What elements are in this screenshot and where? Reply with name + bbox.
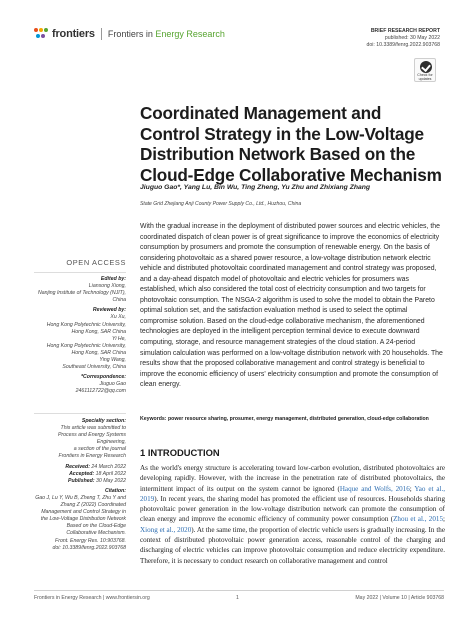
article-type: BRIEF RESEARCH REPORT [370,28,440,34]
journal-accent: Energy Research [155,29,225,39]
published-date-sidebar [34,478,126,485]
citation-line: Based on the Cloud-Edge [66,523,126,530]
published-date: published: 30 May 2022 [384,35,440,42]
citation-link[interactable]: Haque and Wolfs, 2016 [339,484,410,493]
correspondence-email[interactable]: 2461112722@qq.com [75,388,126,395]
reviewer-line: Hong Kong Polytechnic University, [46,321,126,328]
specialty-line: Process and Energy Systems [57,432,126,439]
citation-line: Collaborative Mechanism. [66,530,126,537]
frontiers-logo[interactable] [34,28,225,40]
journal-prefix: Frontiers in [107,29,153,39]
open-access-label: OPEN ACCESS [66,258,126,267]
author-affiliation: State Grid Zhejiang Anji County Power Supply Co., Ltd., Huzhou, China [140,201,302,207]
citation-separator: ; [443,515,445,524]
specialty-line: Engineering, [96,439,126,446]
intro-text-1: As the world's energy structure is accelerating toward low-carbon evolution, distributed photovoltaics are developing rapidly. However, with the increase in the penetration rate of distributed photovoltaics, the intermittent impact of its output on the system cannot be ignored ( [140,464,445,493]
footer-journal-link[interactable]: Frontiers in Energy Research | www.frontiersin.org [34,595,150,601]
citation-link[interactable]: Yao et al., 2019 [140,484,445,503]
correspondence-name: Jiuguo Gao [99,381,126,388]
section-heading-introduction: 1 INTRODUCTION [140,447,220,458]
edited-by-label: Edited by: [100,276,126,282]
publication-info-sidebar [34,418,126,555]
received-value: 24 March 2022 [91,463,126,470]
specialty-line: Frontiers in Energy Research [58,453,126,460]
editor-name: Liansong Xiong, [88,283,126,290]
accepted-date [34,471,126,478]
specialty-section-label: Specialty section: [81,418,126,424]
keywords-label: Keywords: [140,416,167,422]
author-list[interactable]: Jiuguo Gao*, Yang Lu, Bin Wu, Ting Zheng, Yu Zhu and Zhixiang Zhang [140,184,371,191]
reviewer-line: Hong Kong, SAR China [71,349,126,356]
correspondence-label: *Correspondence: [81,374,126,381]
abstract: With the gradual increase in the deployment of distributed power sources and electric vehicles, the coordinated dispatch of clean power is of great significance to improve the economics of electricity consumption by prosumers and promote the consumption of renewable energy. On the basis of considering photovoltaic as a shared power resource, a low-voltage distribution network electric vehicle and distributed photovoltaic coordinated management and control strategy was proposed, and a day-ahead dispatch model of photovoltaic and electric vehicles for prosumers was established, which also considered the total cost of electricity consumption and two targets for photovoltaic consumption. The NSGA-2 algorithm is used to solve the model to obtain the Pareto optimal solution set, and the satisfaction evaluation method is used to select the optimal compromise solution. Based on the cloud-edge collaborative mechanism, the aforementioned technologies are deployed in the intelligent perception terminal device to execute downward computing, storage, and resource management strategies of the cloud station. A 24-period simulation calculation was performed on a low-voltage distribution network with 20 households. The results show that the proposed collaborative management and control strategy is beneficial to improve the economic efficiency of users' electricity consumption and promote the consumption of clean energy. [140,223,443,389]
editor-affiliation: Nanjing Institute of Technology (NJIT), [37,290,126,297]
edited-by-block [34,276,126,304]
keywords-list: power resource sharing, prosumer, energy management, distributed generation, cloud-edge collaboration [167,416,429,422]
specialty-line: a section of the journal [73,446,126,453]
page-header [0,0,474,80]
editor-country: China [112,297,126,304]
intro-text-2: ). In recent years, the sharing model has promoted the efficient use of resources. Households sharing photovoltaic power generation in the low-voltage distribution network can promote the consumption of clean energy and improve the economic efficiency of community power consumption ( [140,494,445,524]
citation-label: Citation: [104,487,126,494]
publisher-name: frontiers [52,28,95,40]
reviewed-by-block [34,307,126,371]
page-number: 1 [236,595,239,601]
reviewer-line: Yi He, [111,335,126,342]
citation-link[interactable]: Xiong et al., 2020 [140,525,192,534]
frontiers-logo-icon [34,28,49,40]
article-title: Coordinated Management and Control Strategy in the Low-Voltage Distribution Network Based on the Cloud-Edge Collaborative Mechanism [140,103,442,185]
check-for-updates-button[interactable] [414,58,436,82]
footer-divider [34,590,444,591]
check-for-updates-label: Check for updates [417,73,433,81]
sidebar-divider [34,413,126,414]
citation-separator: ; [409,484,415,493]
reviewer-line: Hong Kong, SAR China [71,328,126,335]
citation-line: the Low-Voltage Distribution Network [40,516,126,523]
journal-name[interactable] [108,29,225,39]
logo-divider [101,28,102,40]
article-info-sidebar [34,276,126,399]
citation-line: Management and Control Strategy in [41,509,126,516]
keywords [140,416,445,423]
reviewed-by-label: Reviewed by: [92,307,126,314]
dates-block [34,464,126,485]
checkmark-icon [420,61,432,73]
accepted-value: 18 April 2022 [95,470,126,477]
reviewer-line: Southeast University, China [62,364,126,371]
received-label: Received: [65,463,90,470]
correspondence-block [34,374,126,395]
citation-line: Gao J, Lu Y, Wu B, Zheng T, Zhu Y and [35,494,126,501]
citation-line: Front. Energy Res. 10:903768. [55,537,126,544]
article-meta [366,28,440,50]
introduction-paragraph [140,463,445,566]
citation-doi[interactable]: doi: 10.3389/fenrg.2022.903768 [52,544,126,551]
reviewer-line: Xu Xu, [110,314,126,321]
intro-text-3: ). At the same time, the proportion of electric vehicle users is gradually increasing. In the context of distributed photovoltaic power generation access, reasonable control of the charging and discharging of electric vehicles can improve photovoltaic consumption and reduce electricity expenditure. Therefore, it is necessary to conduct research on collaborative management and control [140,525,445,565]
article-doi[interactable]: doi: 10.3389/fenrg.2022.903768 [366,42,440,49]
citation-link[interactable]: Zhou et al., 2015 [393,515,443,524]
reviewer-line: Ying Wang, [99,357,126,364]
specialty-line: This article was submitted to [60,425,126,432]
citation-line: Zhang Z (2022) Coordinated [60,502,126,509]
accepted-label: Accepted: [69,470,95,477]
received-date [34,464,126,471]
citation-block [34,488,126,552]
footer-volume-info: May 2022 | Volume 10 | Article 903768 [355,595,444,601]
published-value: 30 May 2022 [96,477,126,484]
sidebar-divider [34,272,126,273]
reviewer-line: Hong Kong Polytechnic University, [46,342,126,349]
specialty-section-block [34,418,126,461]
published-label: Published: [68,477,95,484]
